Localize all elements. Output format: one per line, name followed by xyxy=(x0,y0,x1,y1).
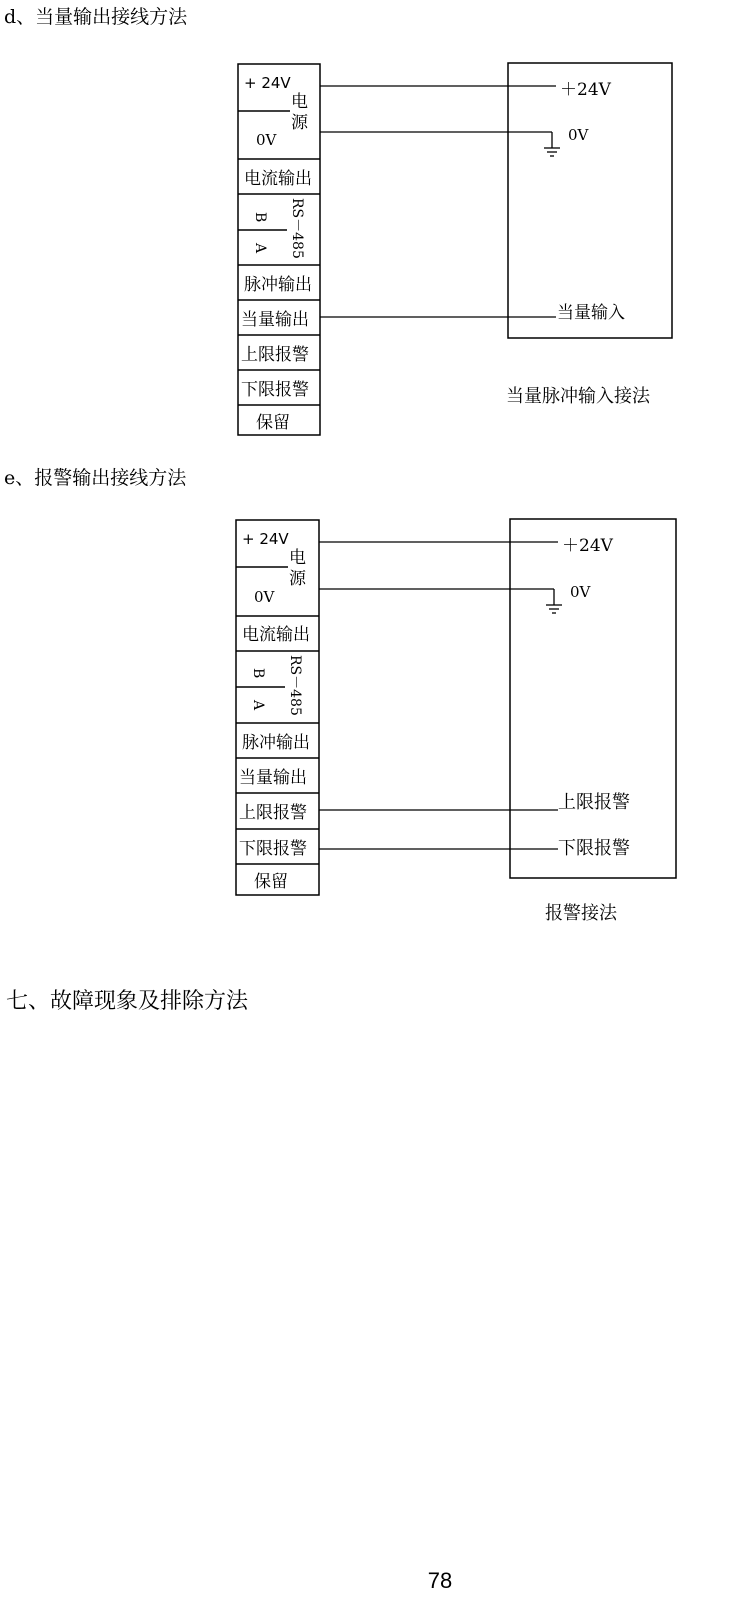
device-lower-alarm-label: 下限报警 xyxy=(558,838,630,859)
terminal-a-label: A xyxy=(250,700,266,711)
terminal-pulse-output-label: 脉冲输出 xyxy=(244,275,312,295)
wiring-diagram-alarm-output xyxy=(0,456,750,936)
terminal-reserved-label: 保留 xyxy=(256,413,290,433)
terminal-plus24-label: + 24V xyxy=(244,74,291,92)
section-d-heading: d、当量输出接线方法 xyxy=(4,6,188,28)
terminal-equivalent-output-label: 当量输出 xyxy=(241,310,309,330)
wiring-diagram-equivalent-output xyxy=(0,0,750,440)
terminal-power-label-1: 电 xyxy=(289,548,306,568)
terminal-b-label: B xyxy=(250,668,266,679)
device-0v-label: 0V xyxy=(570,583,591,601)
terminal-b-label: B xyxy=(252,212,268,223)
wires xyxy=(320,86,556,317)
device-plus24-label: ＋24V xyxy=(560,80,611,100)
terminal-rs485-label: RS－485 xyxy=(287,655,303,716)
diagram-e-caption: 报警接法 xyxy=(545,903,617,924)
device-box xyxy=(508,63,672,338)
terminal-power-label-2: 源 xyxy=(291,113,308,133)
terminal-upper-alarm-label: 上限报警 xyxy=(239,803,307,823)
terminal-reserved-label: 保留 xyxy=(254,872,288,892)
terminal-power-label-1: 电 xyxy=(291,92,308,112)
page-number: 78 xyxy=(427,1568,453,1593)
terminal-pulse-output-label: 脉冲输出 xyxy=(242,733,310,753)
wires xyxy=(319,542,558,849)
terminal-0v-label: 0V xyxy=(254,588,275,606)
terminal-power-label-2: 源 xyxy=(289,569,306,589)
section-7-title: 七、故障现象及排除方法 xyxy=(6,989,249,1014)
terminal-plus24-label: + 24V xyxy=(242,530,289,548)
device-0v-label: 0V xyxy=(568,126,589,144)
ground-icon xyxy=(546,605,562,613)
terminal-lower-alarm-label: 下限报警 xyxy=(239,839,307,859)
terminal-a-label: A xyxy=(252,243,268,254)
diagram-d-caption: 当量脉冲输入接法 xyxy=(506,386,650,407)
terminal-equivalent-output-label: 当量输出 xyxy=(239,768,307,788)
terminal-upper-alarm-label: 上限报警 xyxy=(241,345,309,365)
device-box xyxy=(510,519,676,878)
terminal-0v-label: 0V xyxy=(256,131,277,149)
terminal-current-output-label: 电流输出 xyxy=(244,169,312,189)
terminal-current-output-label: 电流输出 xyxy=(242,625,310,645)
device-equivalent-input-label: 当量输入 xyxy=(557,303,625,323)
device-upper-alarm-label: 上限报警 xyxy=(558,792,630,813)
terminal-lower-alarm-label: 下限报警 xyxy=(241,380,309,400)
section-e-heading: e、报警输出接线方法 xyxy=(4,467,187,489)
ground-icon xyxy=(544,148,560,156)
device-plus24-label: ＋24V xyxy=(562,536,613,556)
terminal-rs485-label: RS－485 xyxy=(289,198,305,259)
